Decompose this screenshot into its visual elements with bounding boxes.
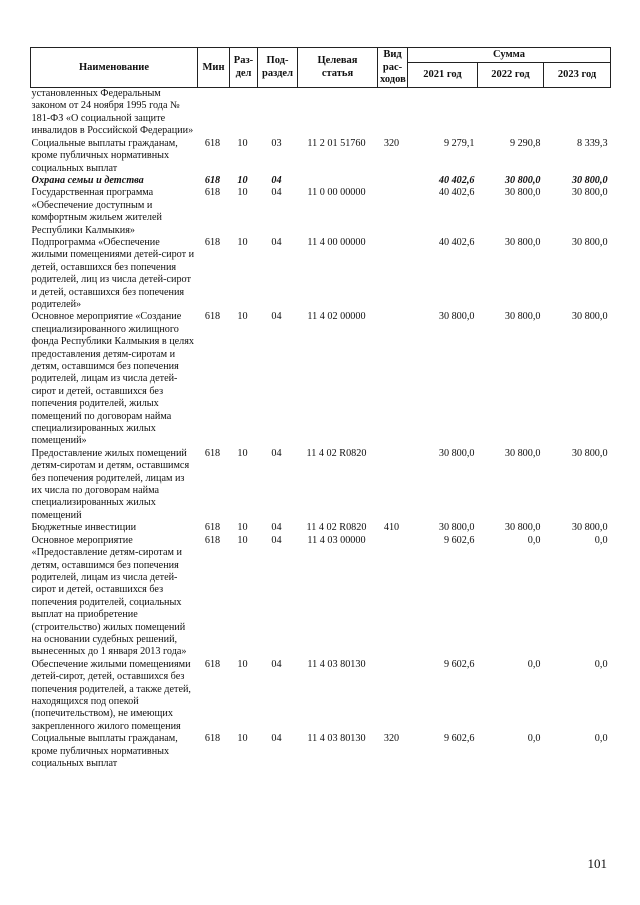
row-2021: [408, 88, 478, 138]
row-name: Охрана семьи и детства: [31, 174, 144, 186]
row-name: Социальные выплаты гражданам, кроме публичных нормативных социальных выплат: [31, 733, 178, 769]
row-podrazdel: 04: [271, 447, 282, 459]
row-name: Обеспечение жилыми помещениями детей-сирот, детей, оставшихся без попечения родителей, а также детей, находящихся под опекой (попечительством), не имеющих закрепленного жилого помещения: [31, 658, 191, 732]
header-year-2023: 2023 год: [544, 63, 611, 88]
row-statya: 11 4 02 R0820: [306, 522, 367, 534]
row-2021: 9 602,6: [443, 534, 475, 546]
row-2021: 9 279,1: [443, 137, 475, 149]
row-min: 618: [204, 447, 221, 459]
row-razdel: [230, 88, 258, 138]
row-podrazdel: 03: [271, 137, 282, 149]
row-vid: [378, 448, 408, 522]
page-number: 101: [587, 856, 607, 871]
row-vid: [378, 659, 408, 733]
header-vid: Вид рас- ходов: [378, 48, 408, 88]
row-razdel: 10: [237, 733, 248, 745]
row-2023: 30 800,0: [571, 311, 608, 323]
row-razdel: 10: [237, 658, 248, 670]
row-2023: 30 800,0: [571, 174, 608, 186]
row-vid: [378, 237, 408, 311]
header-row: [31, 48, 611, 63]
row-2021: 30 800,0: [438, 311, 475, 323]
row-2023: 0,0: [594, 534, 608, 546]
row-vid: 320: [383, 137, 400, 149]
row-statya: 11 0 00 00000: [307, 187, 366, 199]
row-2021: 40 402,6: [438, 236, 475, 248]
row-podrazdel: [258, 88, 298, 138]
table-row: [31, 187, 611, 237]
row-statya: 11 4 03 80130: [307, 658, 366, 670]
row-name: Предоставление жилых помещений детям-сиротам и детям, оставшимся без попечения родителей, лицам из их числа по договорам найма специализированных жилых помещений: [31, 447, 190, 521]
row-min: [198, 88, 230, 138]
row-podrazdel: 04: [271, 236, 282, 248]
row-min: 618: [204, 236, 221, 248]
row-razdel: 10: [237, 174, 248, 186]
row-min: 618: [204, 522, 221, 534]
row-min: 618: [204, 658, 221, 670]
row-2023: 30 800,0: [571, 187, 608, 199]
row-min: 618: [204, 187, 221, 199]
row-min: 618: [204, 733, 221, 745]
row-podrazdel: 04: [271, 733, 282, 745]
row-podrazdel: 04: [271, 311, 282, 323]
row-2022: 0,0: [527, 658, 541, 670]
row-min: 618: [204, 311, 221, 323]
table-row: [31, 522, 611, 534]
row-2022: [478, 88, 544, 138]
row-min: 618: [204, 534, 221, 546]
row-2021: 30 800,0: [438, 522, 475, 534]
table-body: [31, 88, 611, 771]
row-statya: 11 2 01 51760: [307, 137, 366, 149]
table-row: [31, 659, 611, 733]
row-2022: 30 800,0: [504, 522, 541, 534]
row-2022: 0,0: [527, 733, 541, 745]
row-2022: 30 800,0: [504, 447, 541, 459]
header-statya: Целевая статья: [298, 48, 378, 88]
row-statya: 11 4 02 R0820: [306, 447, 367, 459]
row-statya: 11 4 00 00000: [307, 236, 366, 248]
header-summa: Сумма: [408, 48, 611, 63]
table-row: [31, 311, 611, 447]
row-podrazdel: 04: [271, 187, 282, 199]
row-razdel: 10: [237, 522, 248, 534]
row-name: Государственная программа «Обеспечение доступным и комфортным жильем жителей Республики Калмыкия»: [31, 187, 162, 236]
row-vid: [378, 535, 408, 659]
row-2022: 30 800,0: [504, 187, 541, 199]
row-2023: 30 800,0: [571, 236, 608, 248]
row-razdel: 10: [237, 137, 248, 149]
row-2022: 30 800,0: [504, 174, 541, 186]
row-2023: 30 800,0: [571, 522, 608, 534]
table-row: [31, 535, 611, 659]
row-2023: 8 339,3: [576, 137, 608, 149]
row-vid: 320: [383, 733, 400, 745]
row-2021: 40 402,6: [438, 174, 475, 186]
row-podrazdel: 04: [271, 658, 282, 670]
row-2022: 0,0: [527, 534, 541, 546]
row-podrazdel: 04: [271, 174, 282, 186]
row-vid: [378, 311, 408, 447]
row-2021: 40 402,6: [438, 187, 475, 199]
row-razdel: 10: [237, 534, 248, 546]
row-2021: 9 602,6: [443, 733, 475, 745]
row-razdel: 10: [237, 447, 248, 459]
row-2023: 0,0: [594, 733, 608, 745]
budget-table: [30, 47, 611, 770]
row-min: 618: [204, 174, 221, 186]
row-name: Социальные выплаты гражданам, кроме публичных нормативных социальных выплат: [31, 137, 178, 174]
row-name: Основное мероприятие «Предоставление детям-сиротам и детям, оставшимся без попечения родителей, лицам из числа детей-сирот и детей, оставшихся без попечения родителей, социальных выплат на приобретение (строительство) жилых помещений на основании судебных решений, вынесенных до 1 января 2013 года»: [31, 534, 187, 658]
table-row: [31, 448, 611, 522]
header-year-2022: 2022 год: [478, 63, 544, 88]
row-statya: 11 4 03 80130: [307, 733, 366, 745]
row-razdel: 10: [237, 236, 248, 248]
row-razdel: 10: [237, 311, 248, 323]
table-row: [31, 733, 611, 770]
row-min: 618: [204, 137, 221, 149]
row-statya: 11 4 02 00000: [307, 311, 366, 323]
row-name: Подпрограмма «Обеспечение жилыми помещениями детей-сирот и детей, оставшихся без попечения родителей, лиц из числа детей-сирот и детей, оставшихся без попечения родителей»: [31, 236, 195, 310]
row-razdel: 10: [237, 187, 248, 199]
row-vid: [378, 187, 408, 237]
header-razdel: Раз- дел: [230, 48, 258, 88]
row-name: установленных Федеральным законом от 24 ноября 1995 года № 181-ФЗ «О социальной защите инвалидов в Российской Федерации»: [31, 88, 194, 137]
row-statya: 11 4 03 00000: [307, 534, 366, 546]
row-2023: 0,0: [594, 658, 608, 670]
row-vid: [378, 175, 408, 187]
row-podrazdel: 04: [271, 534, 282, 546]
table-row: [31, 175, 611, 187]
row-statya: [298, 88, 378, 138]
table-row: [31, 237, 611, 311]
row-name: Основное мероприятие «Создание специализированного жилищного фонда Республики Калмыкия в целях предоставления детям-сиротам и детям, оставшимся без попечения родителей, лицам из числа детей-сирот и детей, оставшихся без попечения родителей, жилых помещений по договорам найма специализированных жилых помещений»: [31, 311, 195, 447]
row-2021: 9 602,6: [443, 658, 475, 670]
row-statya: [298, 175, 378, 187]
row-2022: 9 290,8: [509, 137, 541, 149]
header-min: Мин: [198, 48, 230, 88]
row-vid: [378, 88, 408, 138]
header-year-2021: 2021 год: [408, 63, 478, 88]
row-2023: 30 800,0: [571, 447, 608, 459]
row-name: Бюджетные инвестиции: [31, 522, 137, 534]
row-2021: 30 800,0: [438, 447, 475, 459]
header-name: Наименование: [31, 48, 198, 88]
row-2023: [544, 88, 611, 138]
row-podrazdel: 04: [271, 522, 282, 534]
table-row: [31, 138, 611, 175]
table-row: [31, 88, 611, 138]
row-2022: 30 800,0: [504, 311, 541, 323]
row-2022: 30 800,0: [504, 236, 541, 248]
row-vid: 410: [383, 522, 400, 534]
header-podrazdel: Под- раздел: [258, 48, 298, 88]
